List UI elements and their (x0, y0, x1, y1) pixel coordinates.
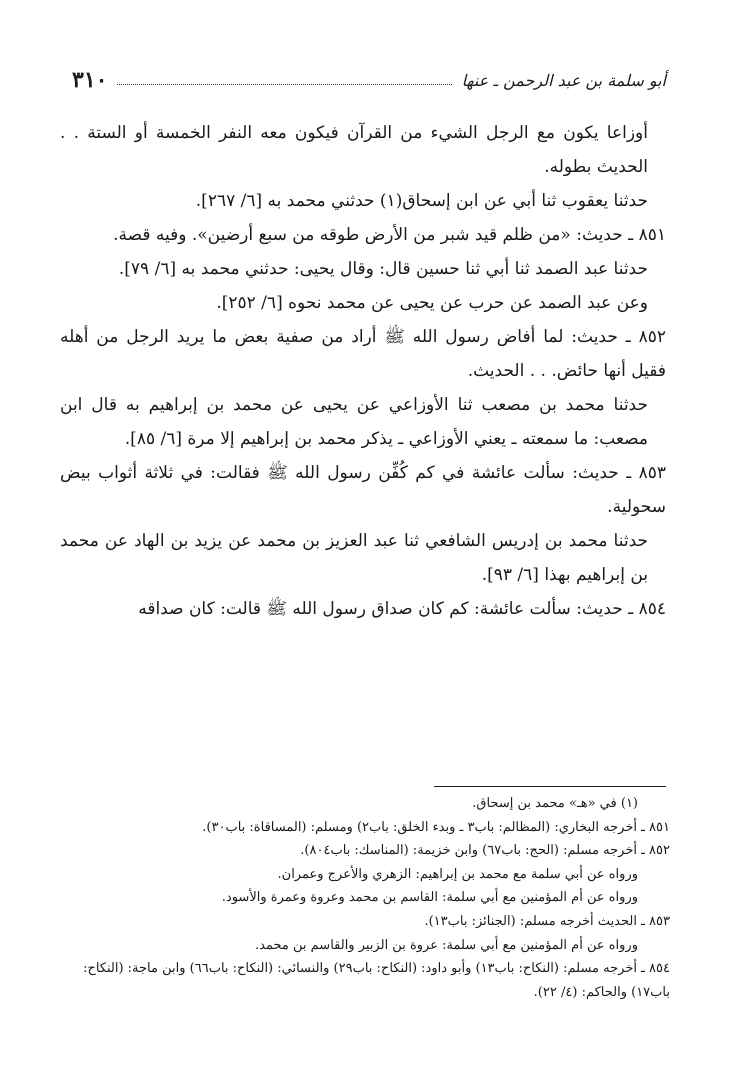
page-number: ٣١٠ (72, 67, 108, 93)
footnote: (١) في «هـ» محمد بن إسحاق. (472, 796, 638, 811)
page-header (60, 60, 666, 100)
footnote-separator (434, 786, 666, 787)
paragraph: حدثنا يعقوب ثنا أبي عن ابن إسحاق(١) حدثني محمد به [٦/ ٢٦٧]. (195, 191, 648, 211)
footnote: ٨٥٤ ـ أخرجه مسلم: (النكاح: باب١٣) وأبو داود: (النكاح: باب٢٩) والنسائي: (النكاح: باب٦٦) وابن ماجة: (النكاح: باب١٧) والحاكم: (٤/ ٢٢). (83, 961, 670, 1000)
header-dotted-rule (117, 84, 451, 85)
footnote: ورواه عن أم المؤمنين مع أبي سلمة: عروة بن الزبير والقاسم بن محمد. (255, 937, 638, 953)
footnote: ورواه عن أبي سلمة مع محمد بن إبراهيم: الزهري والأعرج وعمران. (277, 866, 638, 882)
footnote: ٨٥٣ ـ الحديث أخرجه مسلم: (الجنائز: باب١٣). (424, 913, 670, 929)
hadith-entry: ٨٥٤ ـ حديث: سألت عائشة: كم كان صداق رسول الله ﷺ قالت: كان صداقه (138, 599, 666, 619)
paragraph: حدثنا محمد بن إدريس الشافعي ثنا عبد العزيز بن محمد عن يزيد بن الهاد عن محمد بن إبراهيم بهذا [٦/ ٩٣]. (60, 531, 648, 585)
hadith-entry: ٨٥١ ـ حديث: «من ظلم قيد شبر من الأرض طوقه من سبع أرضين». وفيه قصة. (113, 225, 666, 245)
hadith-entry: ٨٥٣ ـ حديث: سألت عائشة في كم كُفِّن رسول الله ﷺ فقالت: في ثلاثة أثواب بيض سحولية. (60, 463, 666, 517)
footnotes (60, 792, 670, 1004)
footnote: ورواه عن أم المؤمنين مع أبي سلمة: القاسم بن محمد وعروة وعمرة والأسود. (221, 890, 638, 906)
paragraph: حدثنا عبد الصمد ثنا أبي ثنا حسين قال: وقال يحيى: حدثني محمد به [٦/ ٧٩]. (118, 259, 648, 279)
paragraph: أوزاعا يكون مع الرجل الشيء من القرآن فيكون معه النفر الخمسة أو الستة . . الحديث بطوله. (60, 123, 648, 177)
hadith-entry: ٨٥٢ ـ حديث: لما أفاض رسول الله ﷺ أراد من صفية بعض ما يريد الرجل من أهله فقيل أنها حائض. . . الحديث. (60, 327, 666, 381)
main-text (60, 116, 666, 626)
paragraph: حدثنا محمد بن مصعب ثنا الأوزاعي عن يحيى عن محمد بن إبراهيم به قال ابن مصعب: ما سمعته ـ يعني الأوزاعي ـ يذكر محمد بن إبراهيم إلا مرة [٦/ ٨٥]. (60, 395, 648, 449)
footnote: ٨٥١ ـ أخرجه البخاري: (المظالم: باب٣ ـ وبدء الخلق: باب٢) ومسلم: (المساقاة: باب٣٠). (202, 819, 670, 835)
running-title: أبو سلمة بن عبد الرحمن ـ عنها (461, 70, 666, 90)
footnote: ٨٥٢ ـ أخرجه مسلم: (الحج: باب٦٧) وابن خزيمة: (المناسك: باب٨٠٤). (300, 843, 670, 859)
paragraph: وعن عبد الصمد عن حرب عن يحيى عن محمد نحوه [٦/ ٢٥٢]. (216, 293, 648, 313)
